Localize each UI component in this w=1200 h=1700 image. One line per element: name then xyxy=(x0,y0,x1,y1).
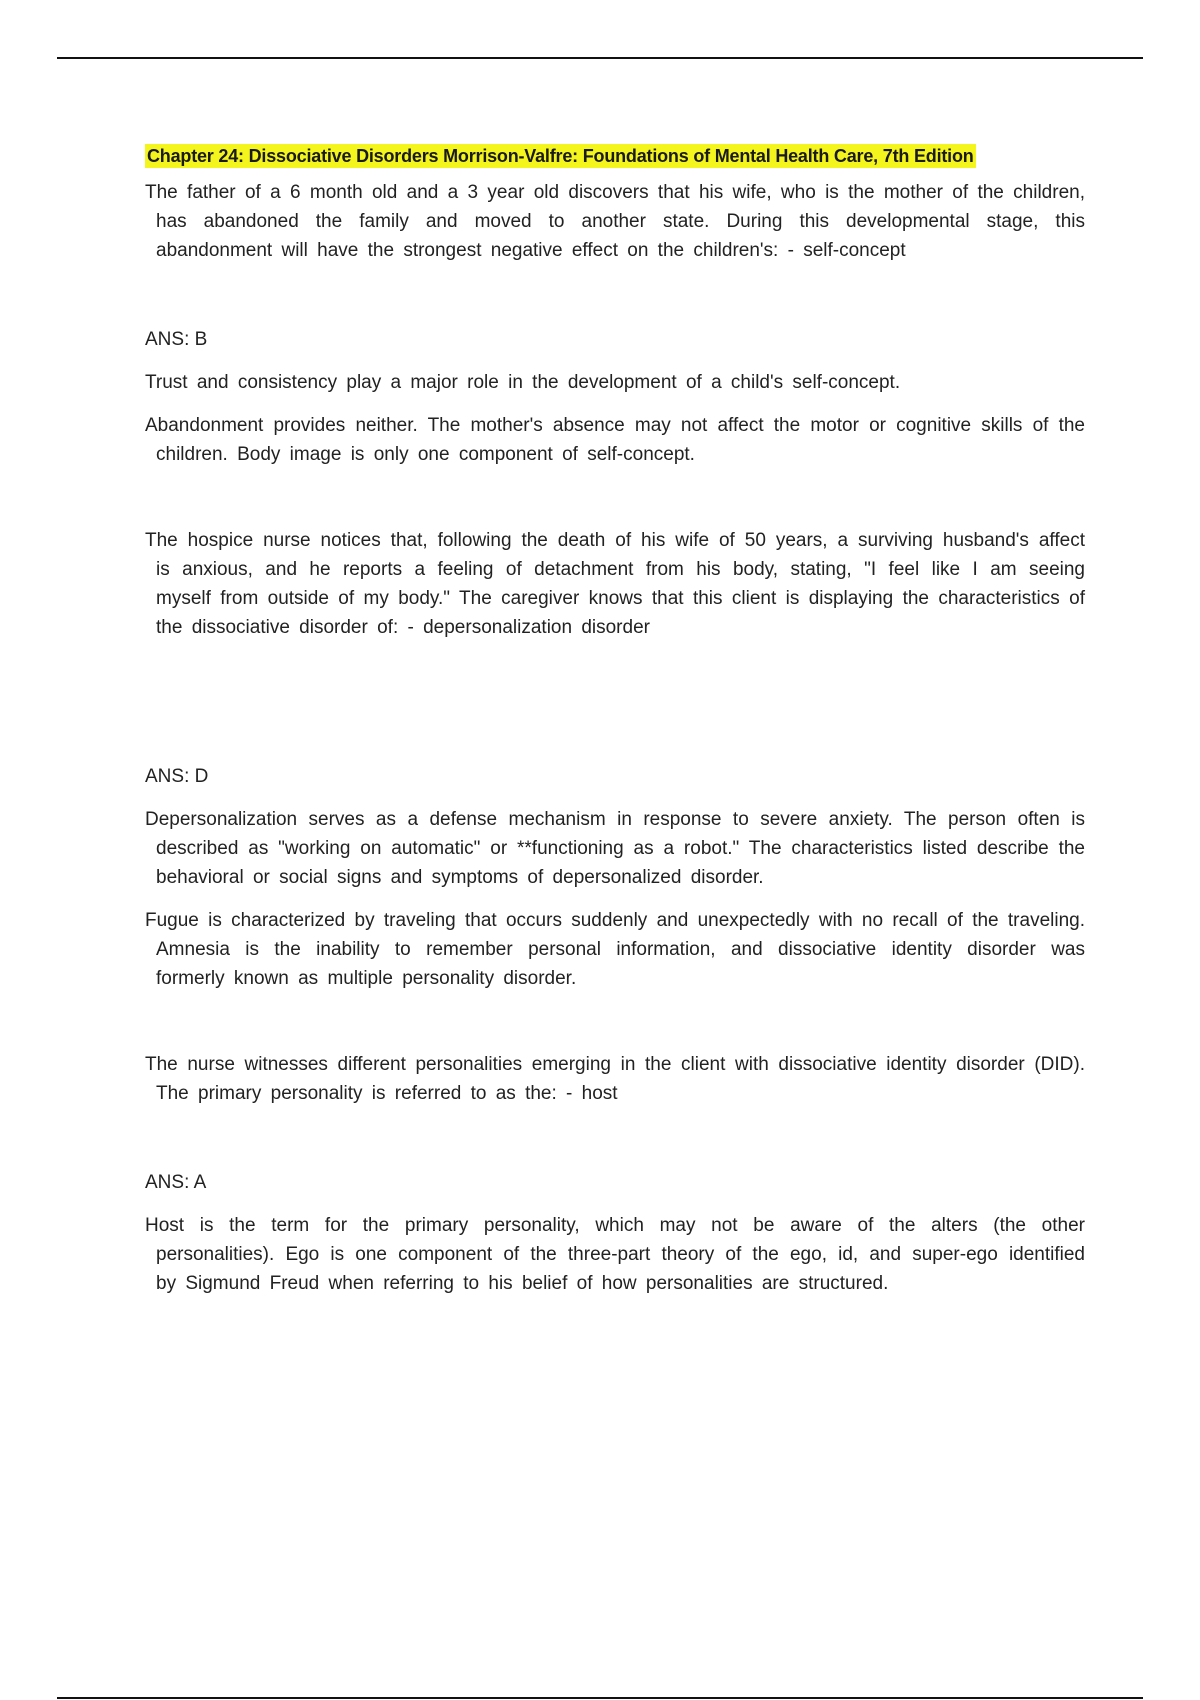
question-1: The father of a 6 month old and a 3 year old discovers that his wife, who is the mother of the children, has abandoned the family and moved to another state. During this developmental stage, this abandonment will have the strongest negative effect on the children's: - self-concept xyxy=(145,182,1085,261)
document-body xyxy=(145,144,1085,1298)
answer-3: ANS: A xyxy=(145,1172,207,1193)
top-rule xyxy=(57,57,1143,59)
rationale-2-2: Fugue is characterized by traveling that occurs suddenly and unexpectedly with no recall of the traveling. Amnesia is the inability to remember personal information, and dissociative identity disorder was formerly known as multiple personality disorder. xyxy=(145,910,1085,989)
rationale-3-1: Host is the term for the primary personality, which may not be aware of the alters (the other personalities). Ego is one component of the three-part theory of the ego, id, and super-ego identified by Sigmund Freud when referring to his belief of how personalities are structured. xyxy=(145,1215,1085,1294)
bottom-rule xyxy=(57,1697,1143,1699)
rationale-1-1: Trust and consistency play a major role in the development of a child's self-concept. xyxy=(145,372,901,393)
chapter-heading: Chapter 24: Dissociative Disorders Morrison-Valfre: Foundations of Mental Health Care, 7th Edition xyxy=(147,146,974,166)
question-3: The nurse witnesses different personalities emerging in the client with dissociative identity disorder (DID). The primary personality is referred to as the: - host xyxy=(145,1054,1085,1104)
answer-2: ANS: D xyxy=(145,766,209,787)
rationale-2-1: Depersonalization serves as a defense mechanism in response to severe anxiety. The person often is described as "working on automatic" or **functioning as a robot." The characteristics listed describe the behavioral or social signs and symptoms of depersonalized disorder. xyxy=(145,809,1085,888)
rationale-1-2: Abandonment provides neither. The mother's absence may not affect the motor or cognitive skills of the children. Body image is only one component of self-concept. xyxy=(145,415,1085,465)
question-2: The hospice nurse notices that, following the death of his wife of 50 years, a surviving husband's affect is anxious, and he reports a feeling of detachment from his body, stating, "I feel like I am seeing myself from outside of my body." The caregiver knows that this client is displaying the characteristics of the dissociative disorder of: - depersonalization disorder xyxy=(145,530,1085,638)
answer-1: ANS: B xyxy=(145,329,208,350)
